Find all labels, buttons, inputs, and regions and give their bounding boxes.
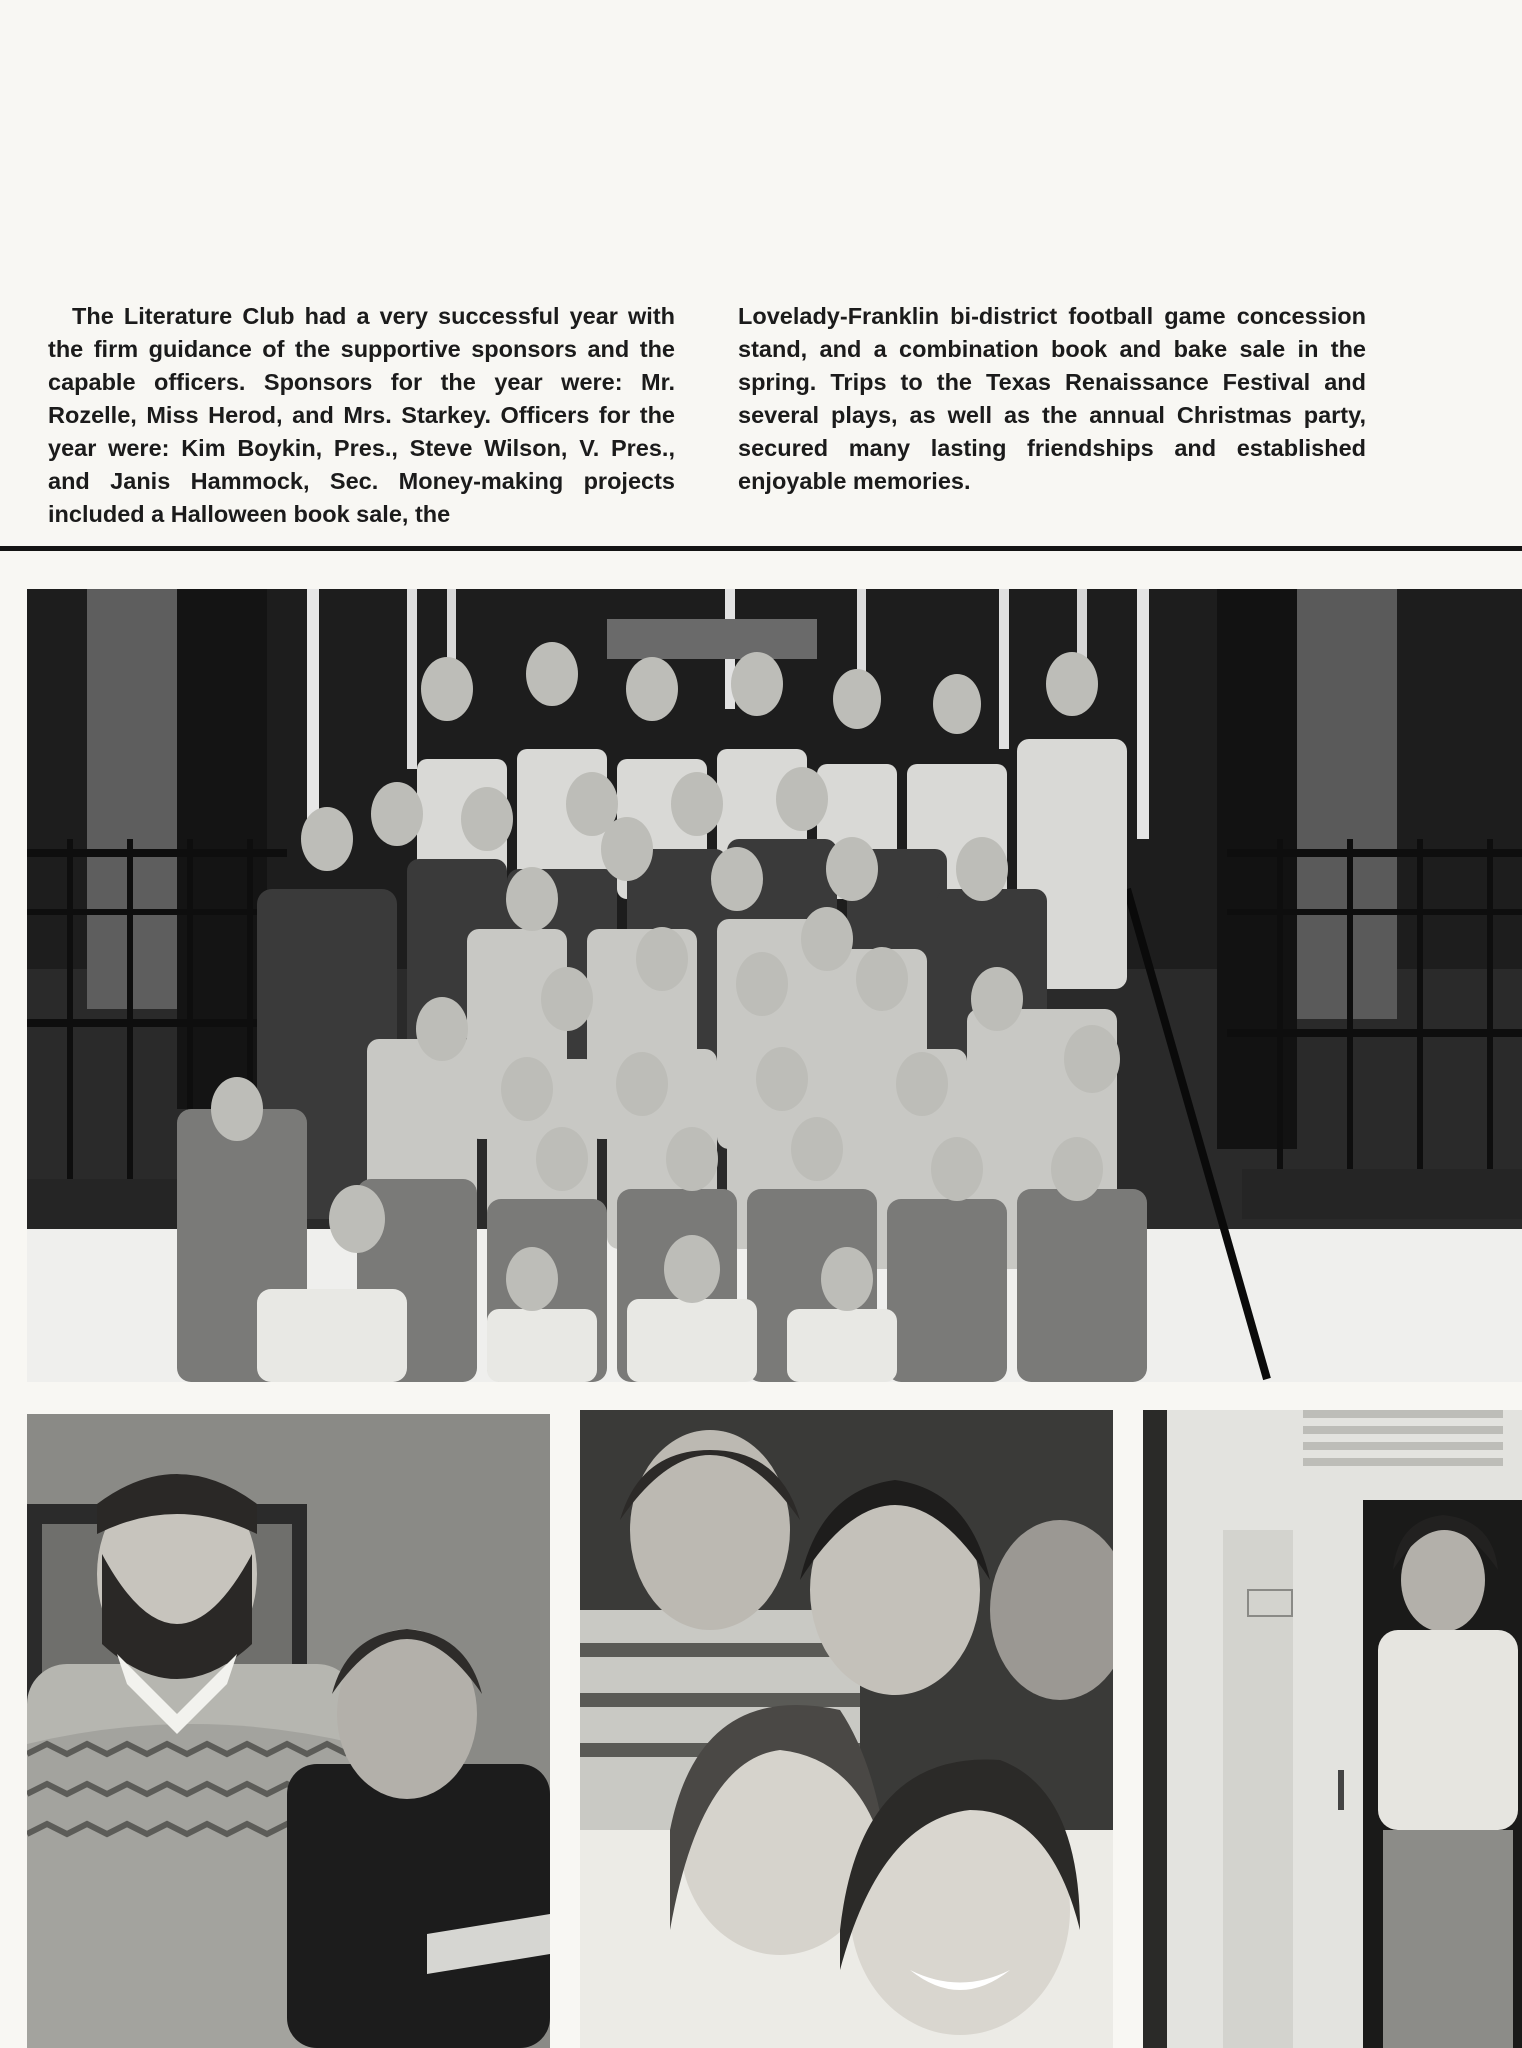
section-divider bbox=[0, 546, 1522, 551]
friends-photo bbox=[580, 1410, 1113, 2048]
group-photo bbox=[27, 589, 1522, 1382]
article-left-column: The Literature Club had a very successful year with the firm guidance of the supportive sponsors and the capable officers. Sponsors for the year were: Mr. Rozelle, Miss Herod, and Mrs. Starkey. Officers for the year were: Kim Boykin, Pres., Steve Wilson, V. Pres., and Janis Hammock, Sec. Money-making projects included a Halloween book sale, the bbox=[48, 303, 675, 527]
article-right-column: Lovelady-Franklin bi-district football game concession stand, and a combination book and bake sale in the spring. Trips to the Texas Renaissance Festival and several plays, as well as the annual Christmas party, secured many lasting friendships and established enjoyable memories. bbox=[738, 303, 1366, 494]
doorway-photo bbox=[1143, 1410, 1522, 2048]
sponsor-photo bbox=[27, 1414, 550, 2048]
